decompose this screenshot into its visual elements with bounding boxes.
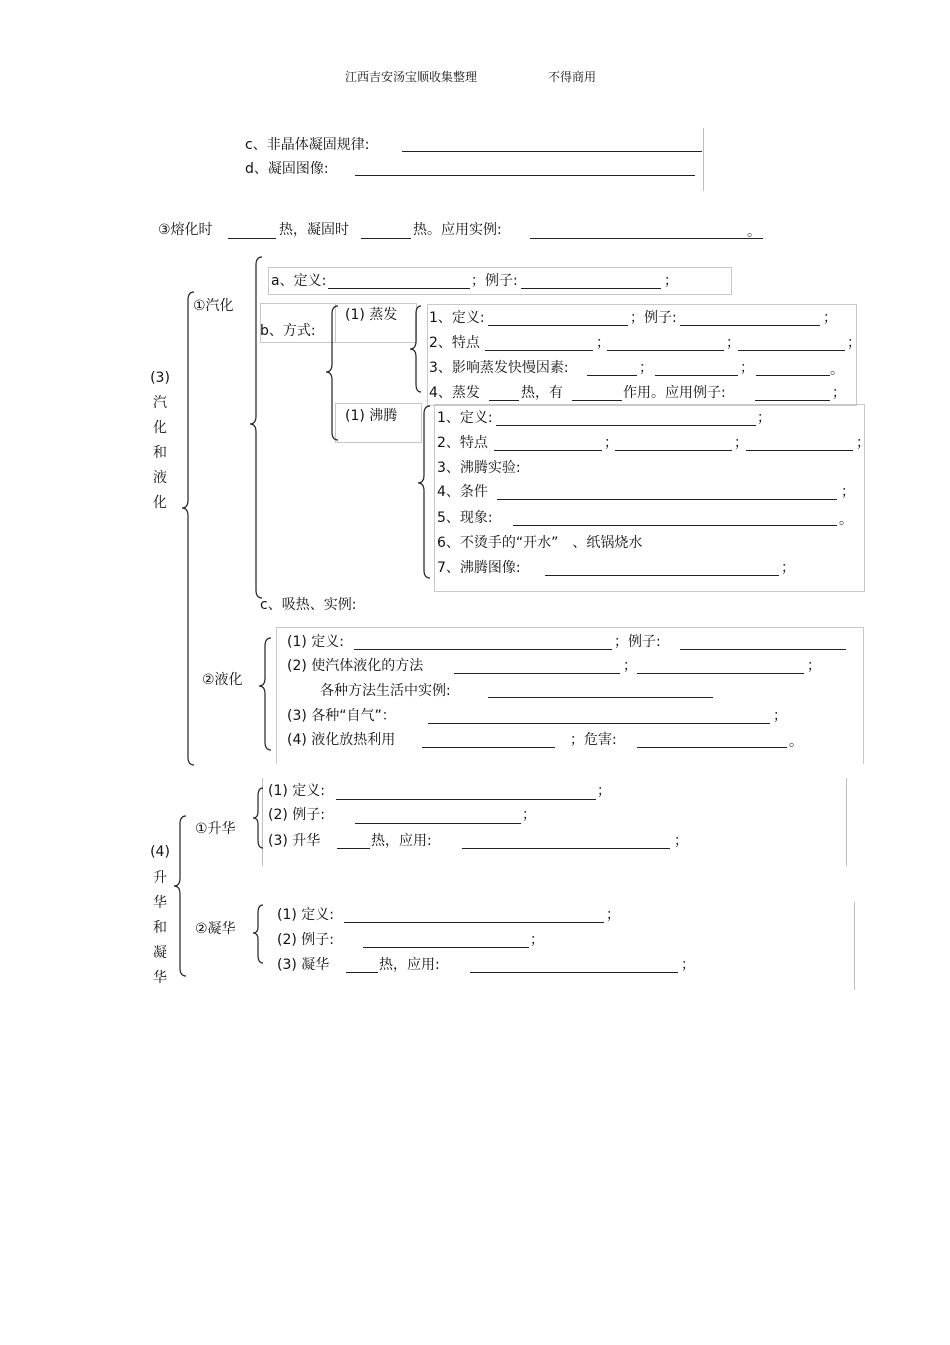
period: 。 (747, 224, 761, 240)
semicolon: ； (757, 410, 771, 426)
application-label: 热。应用实例: (413, 222, 502, 238)
header-source: 江西吉安汤宝顺收集整理 (345, 70, 478, 84)
boil-graph-label: 7、沸腾图像: (437, 560, 521, 576)
semicolon: ； (847, 335, 861, 351)
deposition-label: ②凝华 (195, 921, 236, 937)
section3-char: (3) (150, 370, 170, 386)
amorphous-solidify-label: c、非晶体凝固规律: (245, 137, 370, 153)
boiling-label: (1) 沸腾 (345, 408, 398, 424)
section4-char: (4) (150, 844, 170, 860)
sublimation-label: ①升华 (195, 821, 236, 837)
semicolon: ； (681, 957, 695, 973)
boil-phenomenon-label: 5、现象: (437, 510, 493, 526)
vaporization-label: ①汽化 (193, 298, 234, 314)
semicolon: ； (597, 783, 611, 799)
evap-application-label: 作用。应用例子: (623, 385, 726, 401)
semicolon: ； (740, 360, 754, 376)
section4-char: 华 (153, 970, 167, 986)
dep-example-label: (2) 例子: (277, 932, 334, 948)
sublimation-brace (253, 788, 263, 848)
semicolon: ； (726, 335, 740, 351)
method-brace (326, 306, 338, 440)
boil-def-label: 1、定义: (437, 410, 493, 426)
section4-brace (174, 816, 186, 976)
evap-heat-label: 4、蒸发 (429, 385, 480, 401)
period: 。 (830, 362, 844, 378)
semicolon: ； (781, 560, 795, 576)
semicolon: ； (841, 484, 855, 500)
semicolon: ； (807, 658, 821, 674)
section3-char: 化 (153, 420, 167, 436)
semicolon: ； (674, 833, 688, 849)
harm-label: ；危害: (570, 732, 617, 748)
liquefaction-brace (259, 638, 271, 750)
heat-absorb-label: c、吸热、实例: (260, 597, 357, 613)
evaporation-label: (1) 蒸发 (345, 307, 398, 323)
evap-feature-label: 2、特点 (429, 335, 480, 351)
vaporization-def-label: a、定义: (271, 273, 327, 289)
liq-method-label: (2) 使汽体液化的方法 (287, 658, 424, 674)
period: 。 (839, 512, 853, 528)
method-label: b、方式: (260, 323, 316, 339)
vaporization-example-label: ；例子: (471, 273, 518, 289)
semicolon: ； (522, 807, 536, 823)
semicolon: ； (530, 932, 544, 948)
section3-char: 汽 (153, 395, 167, 411)
sub-example-label: (2) 例子: (268, 807, 325, 823)
evap-factors-label: 3、影响蒸发快慢因素: (429, 360, 569, 376)
solidify-graph-label: d、凝固图像: (245, 161, 329, 177)
dep-heat-label: (3) 凝华 (277, 957, 330, 973)
semicolon: ； (596, 335, 610, 351)
semicolon: ； (832, 385, 846, 401)
boil-feature-label: 2、特点 (437, 435, 488, 451)
dep-application-label: 热，应用: (379, 957, 440, 973)
semicolon: ； (623, 658, 637, 674)
evap-example-label: ；例子: (630, 310, 677, 326)
boil-water-example: 6、不烫手的“开水” 、纸锅烧水 (437, 535, 643, 551)
sub-def-label: (1) 定义: (268, 783, 325, 799)
section3-char: 和 (153, 445, 167, 461)
liq-def-label: (1) 定义: (287, 634, 344, 650)
semicolon: ； (664, 273, 678, 289)
header-notice: 不得商用 (548, 70, 597, 84)
melt-label: ③熔化时 (158, 222, 213, 238)
sub-heat-label: (3) 升华 (268, 833, 321, 849)
boiling-brace (418, 406, 430, 578)
semicolon: ； (734, 435, 748, 451)
boil-experiment-label: 3、沸腾实验: (437, 460, 521, 476)
period: 。 (789, 734, 803, 750)
evap-effect-label: 热，有 (521, 385, 563, 401)
semicolon: ； (856, 435, 870, 451)
solidify-heat-label: 热，凝固时 (279, 222, 349, 238)
section3-char: 液 (153, 470, 167, 486)
liq-heat-use-label: (4) 液化放热利用 (287, 732, 396, 748)
sub-application-label: 热，应用: (371, 833, 432, 849)
section4-char: 和 (153, 920, 167, 936)
semicolon: ； (639, 360, 653, 376)
white-gas-label: (3) 各种“自气”： (287, 708, 396, 724)
vaporization-brace (250, 257, 262, 598)
liq-example-label: ；例子: (614, 634, 661, 650)
liquefaction-label: ②液化 (202, 672, 243, 688)
section4-char: 凝 (153, 945, 167, 961)
semicolon: ； (606, 907, 620, 923)
semicolon: ； (604, 435, 618, 451)
section4-char: 升 (153, 870, 167, 886)
section3-char: 化 (153, 495, 167, 511)
semicolon: ； (823, 310, 837, 326)
section3-brace (182, 292, 194, 765)
dep-def-label: (1) 定义: (277, 907, 334, 923)
evap-def-label: 1、定义: (429, 310, 485, 326)
boil-condition-label: 4、条件 (437, 484, 488, 500)
section4-char: 华 (153, 895, 167, 911)
liq-life-example-label: 各种方法生活中实例: (320, 683, 451, 699)
semicolon: ； (773, 708, 787, 724)
deposition-brace (253, 905, 263, 963)
evaporation-brace (410, 306, 421, 392)
